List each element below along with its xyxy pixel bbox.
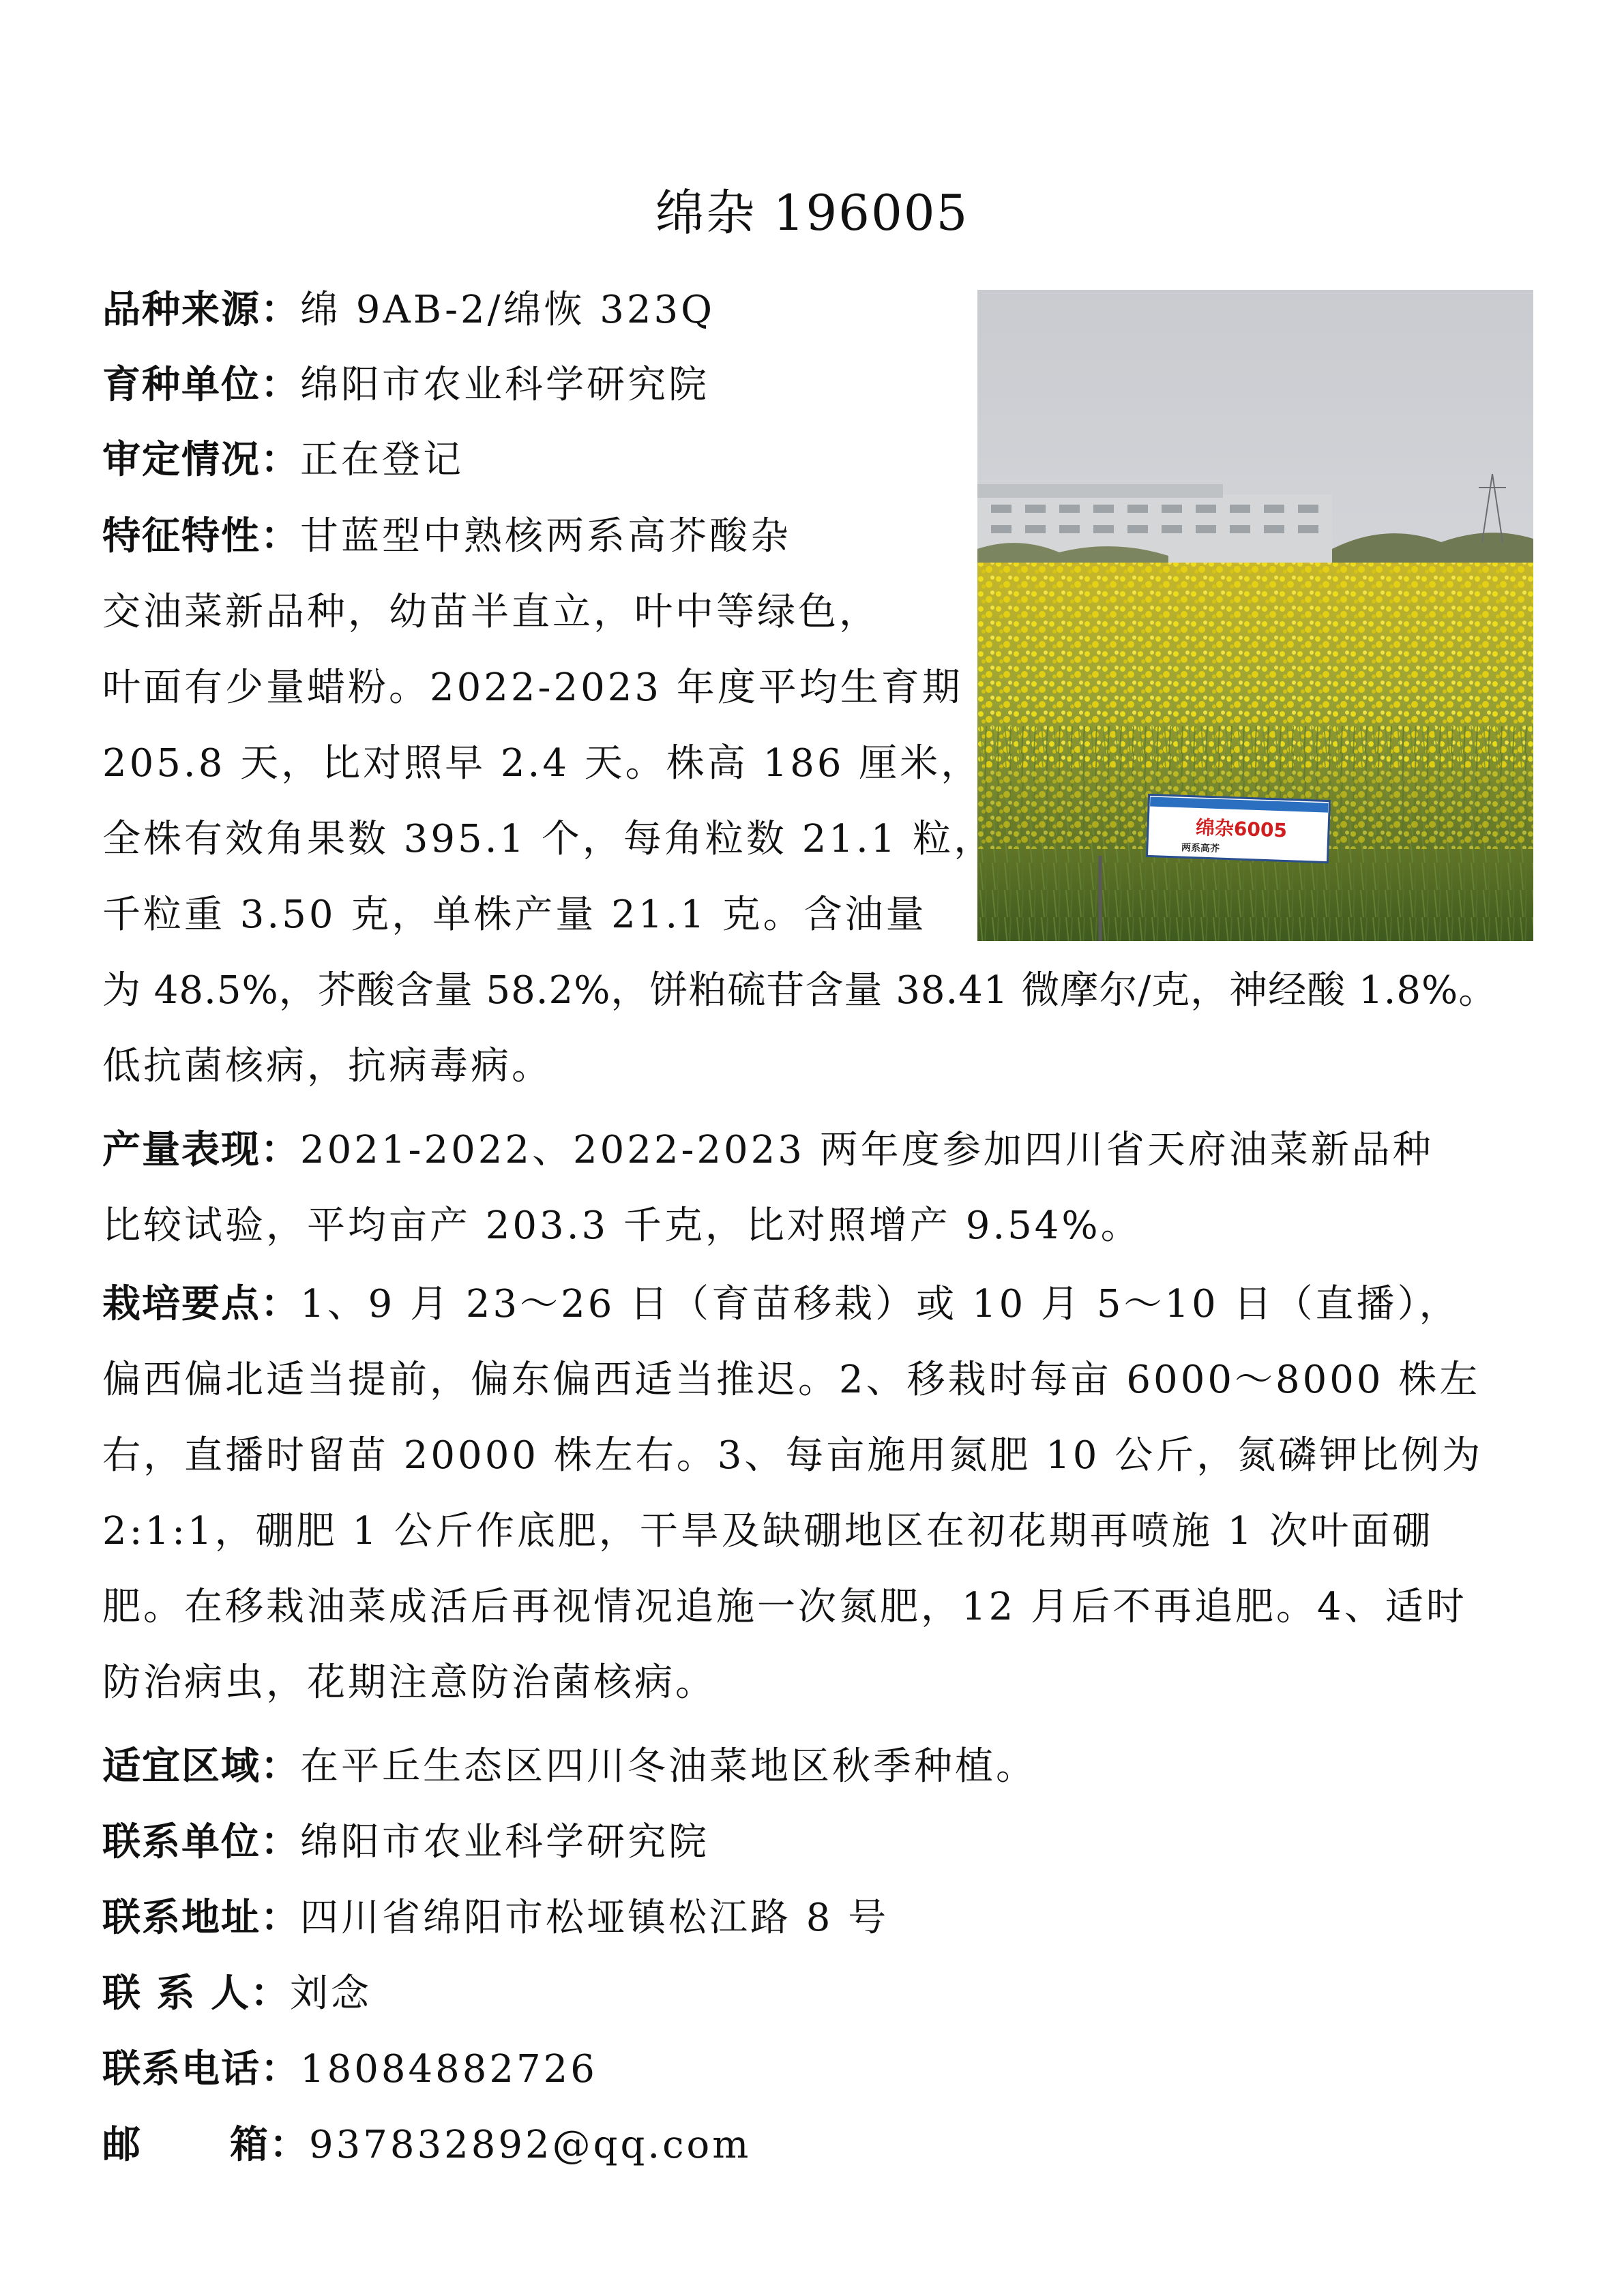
region-value: 在平丘生态区四川冬油菜地区秋季种植。	[300, 1744, 1037, 1789]
yield-label: 产量表现：	[102, 1128, 300, 1172]
yield-line-1: 比较试验，平均亩产 203.3 千克，比对照增产 9.54%。	[102, 1204, 1142, 1248]
sign-variety-name: 绵杂6005	[1195, 816, 1288, 842]
cultivation-line-3: 2:1:1，硼肥 1 公斤作底肥，干旱及缺硼地区在初花期再喷施 1 次叶面硼	[102, 1509, 1434, 1553]
traits-line-6: 为 48.5%，芥酸含量 58.2%，饼粕硫苷含量 38.41 微摩尔/克，神经酸 1.8%。	[102, 968, 1498, 1013]
traits-line-1: 交油菜新品种，幼苗半直立，叶中等绿色，	[102, 590, 880, 634]
field-region	[102, 1743, 1037, 1791]
address-value: 四川省绵阳市松垭镇松江路 8 号	[300, 1896, 889, 1940]
region-label: 适宜区域：	[102, 1744, 300, 1789]
field-source	[102, 286, 715, 334]
breeder-label: 育种单位：	[102, 363, 300, 407]
contact-unit-label: 联系单位：	[102, 1820, 300, 1864]
email-label: 邮 箱：	[102, 2123, 309, 2167]
traits-line-3: 205.8 天，比对照早 2.4 天。株高 186 厘米，	[102, 741, 982, 786]
cultivation-line-2: 右，直播时留苗 20000 株左右。3、每亩施用氮肥 10 公斤，氮磷钾比例为	[102, 1433, 1483, 1478]
traits-line-2: 叶面有少量蜡粉。2022-2023 年度平均生育期	[102, 666, 963, 710]
phone-value: 18084882726	[300, 2047, 597, 2091]
field-contact-unit	[102, 1819, 709, 1866]
field-breeder	[102, 361, 709, 409]
field-phone	[102, 2046, 597, 2093]
field-address	[102, 1894, 889, 1942]
person-label: 联 系 人：	[102, 1971, 290, 2016]
cultivation-line-1: 偏西偏北适当提前，偏东偏西适当推迟。2、移栽时每亩 6000～8000 株左	[102, 1358, 1481, 1402]
cultivation-line-5: 防治病虫，花期注意防治菌核病。	[102, 1660, 716, 1705]
traits-line-5: 千粒重 3.50 克，单株产量 21.1 克。含油量	[102, 893, 927, 937]
contact-unit-value: 绵阳市农业科学研究院	[300, 1820, 709, 1864]
field-photo-svg	[977, 290, 1533, 941]
traits-line-0	[102, 513, 791, 561]
approval-value: 正在登记	[300, 438, 464, 482]
source-value: 绵 9AB-2/绵恢 323Q	[300, 288, 715, 332]
address-label: 联系地址：	[102, 1896, 300, 1940]
field-approval	[102, 436, 464, 484]
approval-label: 审定情况：	[102, 438, 300, 482]
cultivation-text-0: 1、9 月 23～26 日（育苗移栽）或 10 月 5～10 日（直播），	[300, 1282, 1460, 1326]
cultivation-line-4: 肥。在移栽油菜成活后再视情况追施一次氮肥，12 月后不再追肥。4、适时	[102, 1585, 1467, 1629]
field-contact-person	[102, 1970, 372, 2018]
phone-label: 联系电话：	[102, 2047, 300, 2091]
field-email	[102, 2121, 751, 2169]
sign-subtitle: 两系高芥	[1181, 842, 1220, 855]
traits-line-7: 低抗菌核病，抗病毒病。	[102, 1044, 552, 1088]
yield-text-0: 2021-2022、2022-2023 两年度参加四川省天府油菜新品种	[300, 1128, 1434, 1172]
cultivation-line-0	[102, 1281, 1460, 1328]
breeder-value: 绵阳市农业科学研究院	[300, 363, 709, 407]
cultivation-label: 栽培要点：	[102, 1282, 300, 1326]
traits-label: 特征特性：	[102, 514, 300, 558]
page-title: 绵杂 196005	[655, 184, 969, 241]
yield-line-0	[102, 1127, 1434, 1174]
traits-line-4: 全株有效角果数 395.1 个，每角粒数 21.1 粒，	[102, 817, 995, 861]
traits-text-0: 甘蓝型中熟核两系高芥酸杂	[300, 514, 791, 558]
email-value[interactable]: 937832892@qq.com	[308, 2123, 752, 2167]
source-label: 品种来源：	[102, 288, 300, 332]
person-value: 刘念	[290, 1971, 372, 2016]
variety-field-photo	[977, 290, 1533, 941]
